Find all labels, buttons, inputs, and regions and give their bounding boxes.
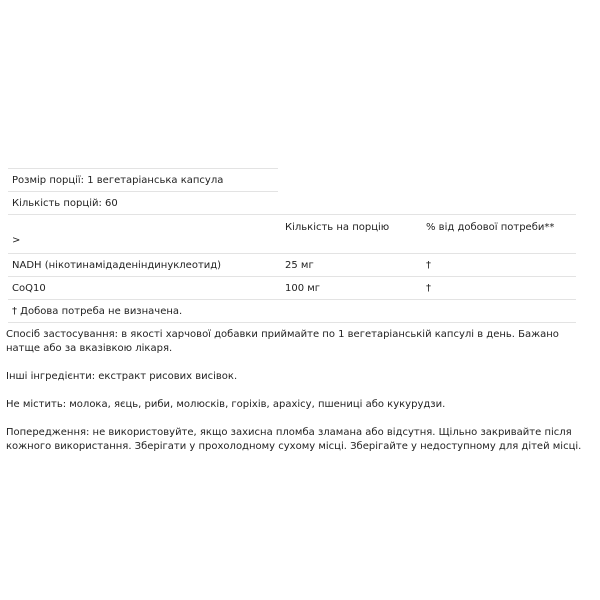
supplement-facts	[8, 168, 576, 323]
usage-text: Спосіб застосування: в якості харчової добавки приймайте по 1 вегетаріанській капсулі в день. Бажано натще або за вказівкою лікаря.	[6, 329, 559, 354]
table-row	[8, 277, 576, 299]
allergen-text: Не містить: молока, яєць, риби, молюсків, горіхів, арахісу, пшениці або кукурудзи.	[6, 399, 446, 410]
warning-text: Попередження: не використовуйте, якщо захисна пломба зламана або відсутня. Щільно закривайте після кожного використання. Зберігати у прохолодному сухому місці. Зберігайте у недоступному для дітей місці.	[6, 427, 582, 452]
serving-size-row	[8, 169, 576, 191]
table-header-row	[8, 215, 576, 253]
ingredients-text: Інші інгредієнти: екстракт рисових висівок.	[6, 371, 238, 382]
ingredient-daily-value: †	[426, 283, 431, 294]
footnote-text: † Добова потреба не визначена.	[12, 306, 183, 317]
product-notes	[6, 328, 586, 468]
footnote-row	[8, 300, 576, 322]
serving-count-text: Кількість порцій: 60	[12, 198, 118, 209]
serving-count-row	[8, 192, 576, 214]
expand-marker[interactable]: >	[12, 235, 21, 246]
ingredient-amount: 100 мг	[285, 283, 321, 294]
divider	[8, 322, 576, 323]
ingredient-daily-value: †	[426, 260, 431, 271]
ingredient-name: CoQ10	[12, 283, 46, 294]
ingredient-name: NADH (нікотинамідаденіндинуклеотид)	[12, 260, 222, 271]
amount-header: Кількість на порцію	[285, 222, 390, 233]
table-row	[8, 254, 576, 276]
daily-value-header: % від добової потреби**	[426, 222, 555, 233]
serving-size-text: Розмір порції: 1 вегетаріанська капсула	[12, 175, 224, 186]
ingredient-amount: 25 мг	[285, 260, 314, 271]
